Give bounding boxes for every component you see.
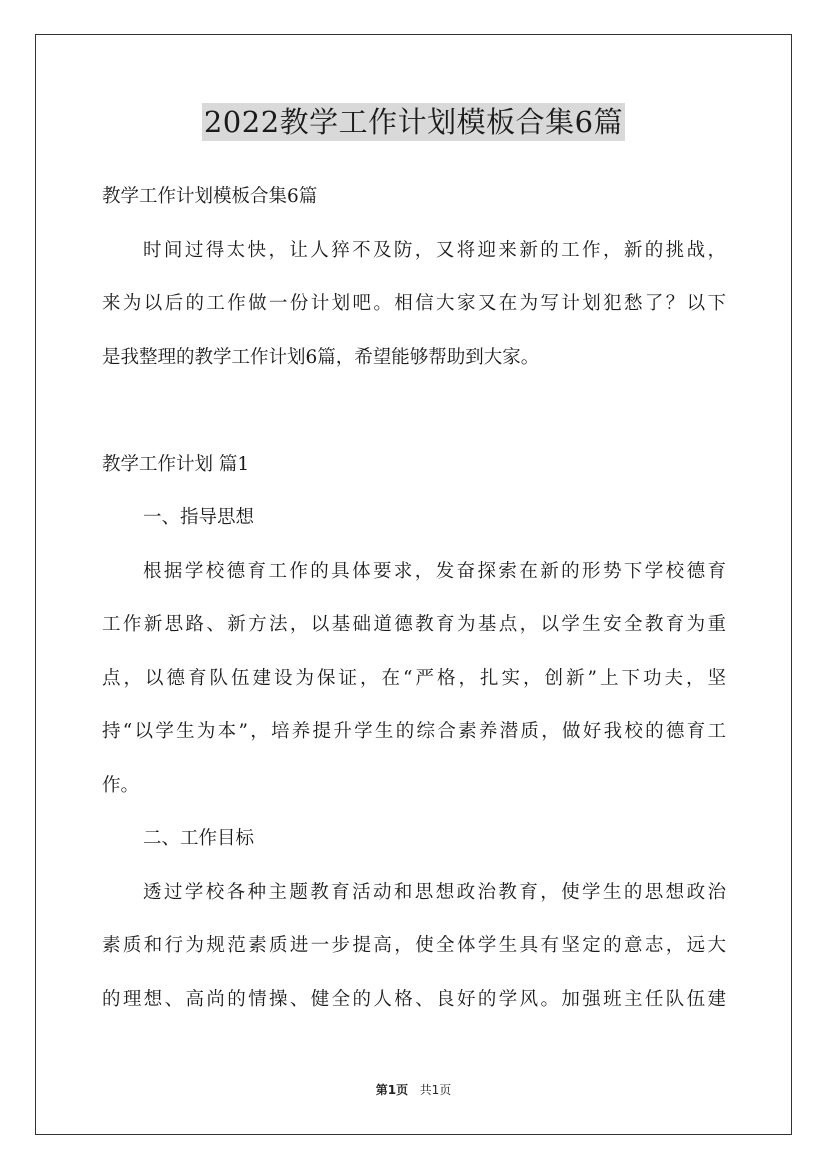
intro-line-3[interactable]: 是我整理的教学工作计划6篇，希望能够帮助到大家。 xyxy=(102,346,540,368)
page-footer xyxy=(0,1081,827,1098)
section-heading[interactable]: 教学工作计划 篇1 xyxy=(102,453,250,475)
part1-heading[interactable]: 一、指导思想 xyxy=(143,507,255,528)
part2-heading[interactable]: 二、工作目标 xyxy=(143,828,255,849)
part2-line-2[interactable]: 素质和行为规范素质进一步提高，使全体学生具有坚定的意志，远大 xyxy=(102,935,726,956)
part2-line-3[interactable]: 的理想、高尚的情操、健全的人格、良好的学风。加强班主任队伍建 xyxy=(102,988,726,1010)
page-total: 共1页 xyxy=(419,1083,452,1097)
part1-line-5[interactable]: 作。 xyxy=(102,774,140,796)
page-number: 第1页 xyxy=(375,1083,409,1097)
intro-line-2[interactable]: 来为以后的工作做一份计划吧。相信大家又在为写计划犯愁了？以下 xyxy=(102,293,726,314)
document-body xyxy=(102,170,726,1026)
part1-line-1[interactable]: 根据学校德育工作的具体要求，发奋探索在新的形势下学校德育 xyxy=(143,560,726,582)
part1-line-2[interactable]: 工作新思路、新方法，以基础道德教育为基点，以学生安全教育为重 xyxy=(102,614,726,635)
document-title[interactable]: 2022教学工作计划模板合集6篇 xyxy=(203,105,624,139)
part1-line-3[interactable]: 点，以德育队伍建设为保证，在“严格，扎实，创新”上下功夫，坚 xyxy=(102,667,726,689)
subtitle[interactable]: 教学工作计划模板合集6篇 xyxy=(102,186,318,207)
intro-line-1[interactable]: 时间过得太快，让人猝不及防，又将迎来新的工作，新的挑战， xyxy=(143,239,726,261)
title-wrap xyxy=(0,103,827,141)
part1-line-4[interactable]: 持“以学生为本”，培养提升学生的综合素养潜质，做好我校的德育工 xyxy=(102,721,726,742)
part2-line-1[interactable]: 透过学校各种主题教育活动和思想政治教育，使学生的思想政治 xyxy=(143,881,726,903)
paragraph-gap xyxy=(102,384,726,438)
